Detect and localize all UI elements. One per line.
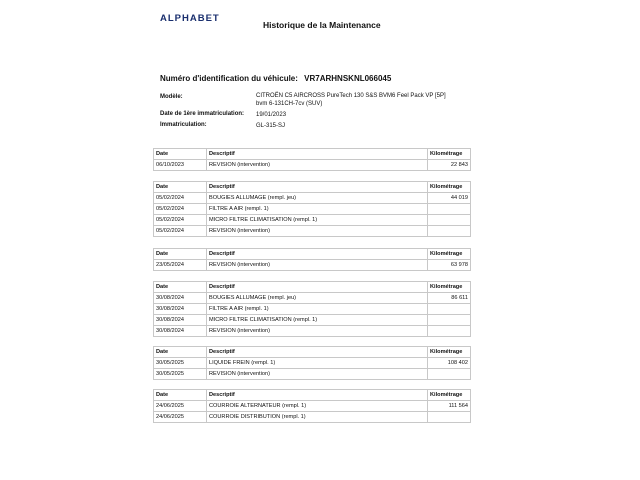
table-row — [154, 193, 471, 204]
table-header-row — [154, 182, 471, 193]
cell-desc: COURROIE ALTERNATEUR (rempl. 1) — [207, 401, 428, 412]
cell-desc: FILTRE A AIR (rempl. 1) — [207, 304, 428, 315]
table-header-row — [154, 249, 471, 260]
cell-desc: REVISION (intervention) — [207, 260, 428, 271]
first-registration-value: 19/01/2023 — [256, 112, 287, 118]
plate-label: Immatriculation: — [160, 122, 207, 128]
cell-desc: REVISION (intervention) — [207, 226, 428, 237]
cell-date: 30/08/2024 — [154, 326, 207, 337]
plate-value: GL-315-SJ — [256, 123, 286, 129]
column-header-desc: Descriptif — [207, 282, 428, 293]
table-row — [154, 226, 471, 237]
cell-km — [428, 304, 471, 315]
column-header-desc: Descriptif — [207, 347, 428, 358]
cell-desc: LIQUIDE FREIN (rempl. 1) — [207, 358, 428, 369]
cell-date: 30/05/2025 — [154, 358, 207, 369]
maintenance-table — [153, 148, 471, 171]
table-header-row — [154, 390, 471, 401]
column-header-date: Date — [154, 149, 207, 160]
cell-date: 30/08/2024 — [154, 304, 207, 315]
cell-km — [428, 226, 471, 237]
column-header-km: Kilométrage — [428, 347, 471, 358]
cell-date: 23/05/2024 — [154, 260, 207, 271]
cell-date: 05/02/2024 — [154, 215, 207, 226]
table-row — [154, 215, 471, 226]
cell-km: 22 843 — [428, 160, 471, 171]
table-row — [154, 412, 471, 423]
cell-desc: REVISION (intervention) — [207, 160, 428, 171]
maintenance-table — [153, 248, 471, 271]
maintenance-table — [153, 281, 471, 337]
company-logo: ALPHABET — [160, 13, 220, 24]
cell-desc: BOUGIES ALLUMAGE (rempl. jeu) — [207, 193, 428, 204]
cell-km — [428, 326, 471, 337]
model-value — [256, 92, 486, 108]
column-header-desc: Descriptif — [207, 149, 428, 160]
vin-value: VR7ARHNSKNL066045 — [304, 74, 392, 83]
vin-label: Numéro d'identification du véhicule: — [160, 74, 298, 83]
cell-km: 111 564 — [428, 401, 471, 412]
cell-desc: REVISION (intervention) — [207, 326, 428, 337]
cell-date: 06/10/2023 — [154, 160, 207, 171]
cell-date: 24/06/2025 — [154, 401, 207, 412]
maintenance-table — [153, 389, 471, 423]
model-line-2: bvm 6-131CH-7cv (SUV) — [256, 101, 323, 107]
cell-desc: MICRO FILTRE CLIMATISATION (rempl. 1) — [207, 315, 428, 326]
cell-date: 30/08/2024 — [154, 315, 207, 326]
cell-date: 05/02/2024 — [154, 193, 207, 204]
model-label: Modèle: — [160, 94, 183, 100]
table-row — [154, 304, 471, 315]
cell-date: 05/02/2024 — [154, 204, 207, 215]
table-header-row — [154, 282, 471, 293]
cell-km — [428, 204, 471, 215]
cell-km: 44 019 — [428, 193, 471, 204]
column-header-km: Kilométrage — [428, 390, 471, 401]
column-header-date: Date — [154, 182, 207, 193]
column-header-km: Kilométrage — [428, 149, 471, 160]
table-header-row — [154, 149, 471, 160]
column-header-km: Kilométrage — [428, 182, 471, 193]
cell-km: 108 402 — [428, 358, 471, 369]
column-header-date: Date — [154, 347, 207, 358]
cell-date: 30/05/2025 — [154, 369, 207, 380]
maintenance-table — [153, 181, 471, 237]
model-line-1: CITROËN C5 AIRCROSS PureTech 130 S&S BVM6 Feel Pack VP [5P] — [256, 93, 446, 99]
column-header-date: Date — [154, 390, 207, 401]
cell-date: 24/06/2025 — [154, 412, 207, 423]
table-row — [154, 326, 471, 337]
table-row — [154, 401, 471, 412]
column-header-desc: Descriptif — [207, 390, 428, 401]
vin-line — [160, 74, 391, 83]
cell-km: 86 611 — [428, 293, 471, 304]
cell-date: 30/08/2024 — [154, 293, 207, 304]
table-row — [154, 315, 471, 326]
table-row — [154, 369, 471, 380]
table-row — [154, 204, 471, 215]
first-registration-label: Date de 1ère immatriculation: — [160, 111, 245, 117]
table-row — [154, 260, 471, 271]
cell-desc: MICRO FILTRE CLIMATISATION (rempl. 1) — [207, 215, 428, 226]
column-header-date: Date — [154, 282, 207, 293]
table-row — [154, 358, 471, 369]
table-row — [154, 160, 471, 171]
column-header-km: Kilométrage — [428, 249, 471, 260]
column-header-desc: Descriptif — [207, 249, 428, 260]
table-header-row — [154, 347, 471, 358]
cell-km: 63 978 — [428, 260, 471, 271]
maintenance-table — [153, 346, 471, 380]
cell-km — [428, 215, 471, 226]
cell-km — [428, 315, 471, 326]
table-row — [154, 293, 471, 304]
cell-desc: FILTRE A AIR (rempl. 1) — [207, 204, 428, 215]
cell-km — [428, 369, 471, 380]
cell-km — [428, 412, 471, 423]
cell-desc: REVISION (intervention) — [207, 369, 428, 380]
column-header-km: Kilométrage — [428, 282, 471, 293]
column-header-desc: Descriptif — [207, 182, 428, 193]
cell-desc: COURROIE DISTRIBUTION (rempl. 1) — [207, 412, 428, 423]
document-title: Historique de la Maintenance — [263, 20, 381, 30]
cell-date: 05/02/2024 — [154, 226, 207, 237]
column-header-date: Date — [154, 249, 207, 260]
cell-desc: BOUGIES ALLUMAGE (rempl. jeu) — [207, 293, 428, 304]
